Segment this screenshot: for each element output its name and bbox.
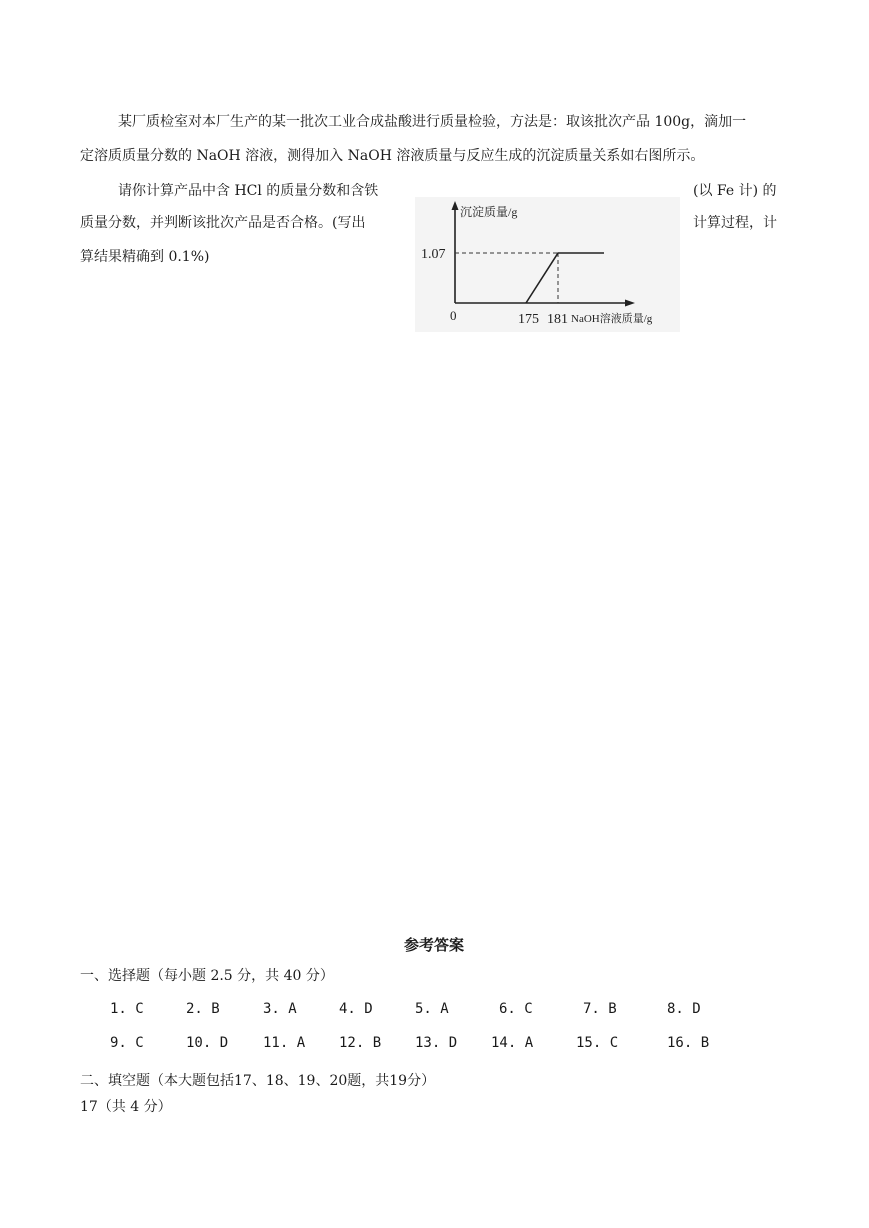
question-17-label: 17（共 4 分） [80,1099,172,1115]
y-axis-label: 沉淀质量/g [460,205,518,219]
answer-item: 1. C [110,1001,144,1017]
answer-item: 5. A [415,1001,449,1017]
answer-item: 13. D [415,1035,458,1051]
precipitate-graph [415,197,680,332]
section1-heading: 一、选择题（每小题 2.5 分，共 40 分） [80,968,334,984]
answer-item: 15. C [576,1035,619,1051]
answer-item: 9. C [110,1035,144,1051]
x-axis-label: NaOH溶液质量/g [571,313,653,325]
answer-item: 11. A [263,1035,306,1051]
x-tick-label-175: 175 [518,312,539,327]
problem-line-3-right: (以 Fe 计) 的 [693,183,777,199]
answer-item: 14. A [491,1035,534,1051]
problem-line-2: 定溶质质量分数的 NaOH 溶液，测得加入 NaOH 溶液质量与反应生成的沉淀质量关系如右图所示。 [80,148,705,164]
answer-item: 3. A [263,1001,297,1017]
problem-line-4-left: 质量分数，并判断该批次产品是否合格。(写出 [80,215,366,231]
answer-item: 10. D [186,1035,229,1051]
answer-item: 4. D [339,1001,373,1017]
problem-line-5: 算结果精确到 0.1%) [80,249,210,265]
answer-item: 2. B [186,1001,220,1017]
problem-line-3-left: 请你计算产品中含 HCl 的质量分数和含铁 [118,183,379,199]
section2-heading: 二、填空题（本大题包括17、18、19、20题，共19分） [80,1073,436,1089]
answer-item: 6. C [499,1001,533,1017]
answer-item: 8. D [667,1001,701,1017]
y-tick-label: 1.07 [421,247,446,262]
problem-line-1: 某厂质检室对本厂生产的某一批次工业合成盐酸进行质量检验，方法是：取该批次产品 100g，滴加一 [118,114,747,130]
problem-line-4-right: 计算过程，计 [693,215,777,231]
answer-item: 16. B [667,1035,710,1051]
answer-item: 7. B [583,1001,617,1017]
origin-label: 0 [450,308,457,323]
x-tick-label-181: 181 [547,312,568,327]
answers-title: 参考答案 [404,936,465,954]
answer-item: 12. B [339,1035,382,1051]
